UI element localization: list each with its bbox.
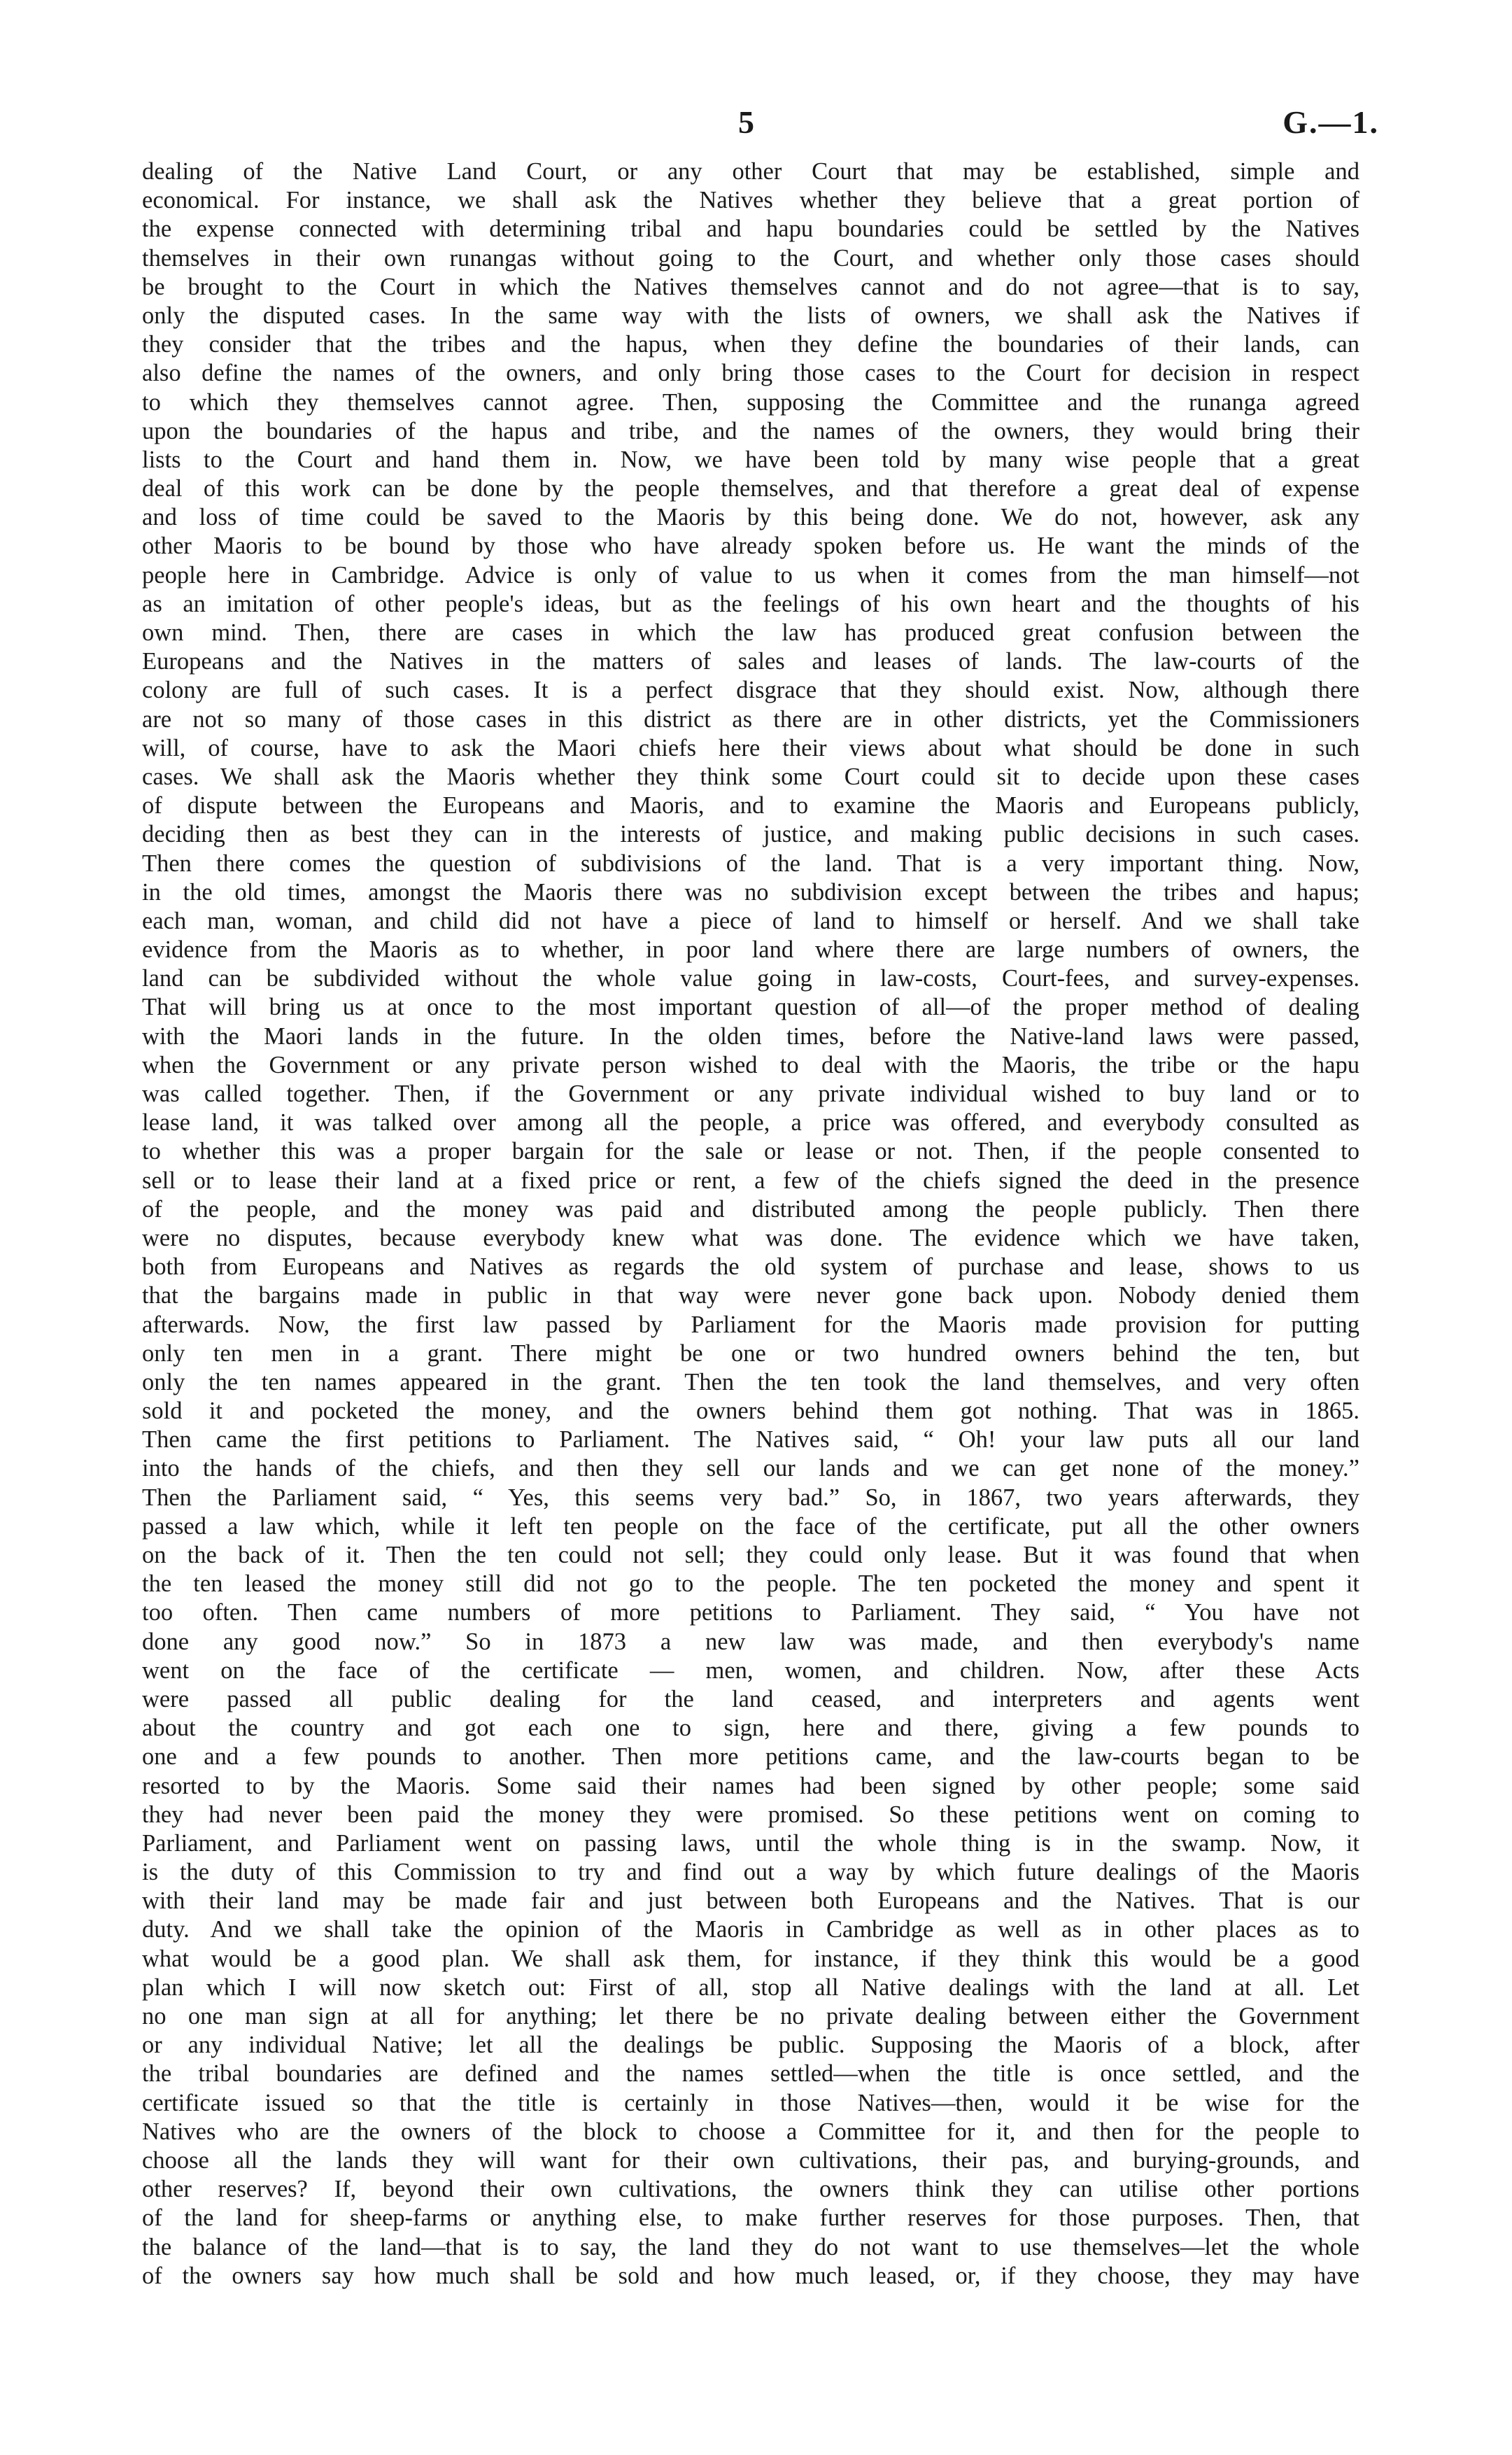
text-line: duty. And we shall take the opinion of the Maoris in Cambridge as well as in other places as to — [142, 1916, 1359, 1943]
text-line: of the people, and the money was paid and distributed among the people publicly. Then there — [142, 1195, 1359, 1223]
text-line: afterwards. Now, the first law passed by Parliament for the Maoris made provision for putting — [142, 1311, 1359, 1338]
text-line: certificate issued so that the title is certainly in those Natives—then, would it be wise for the — [142, 2089, 1359, 2116]
body-text — [142, 157, 1359, 2291]
text-line: themselves in their own runangas without going to the Court, and whether only those cases should — [142, 244, 1359, 272]
text-line: was called together. Then, if the Government or any private individual wished to buy land or to — [142, 1081, 1359, 1107]
text-line: will, of course, have to ask the Maori chiefs here their views about what should be done in such — [142, 734, 1359, 761]
text-line: to which they themselves cannot agree. Then, supposing the Committee and the runanga agreed — [142, 388, 1359, 416]
text-line: Europeans and the Natives in the matters of sales and leases of lands. The law-courts of the — [142, 648, 1359, 675]
text-line: lists to the Court and hand them in. Now, we have been told by many wise people that a great — [142, 446, 1359, 473]
text-line: were passed all public dealing for the land ceased, and interpreters and agents went — [142, 1685, 1359, 1712]
text-line: colony are full of such cases. It is a perfect disgrace that they should exist. Now, although there — [142, 677, 1359, 704]
text-line: the expense connected with determining tribal and hapu boundaries could be settled by the Natives — [142, 216, 1359, 243]
text-line: upon the boundaries of the hapus and tribe, and the names of the owners, they would bring their — [142, 417, 1359, 444]
text-line: with the Maori lands in the future. In the olden times, before the Native-land laws were passed, — [142, 1022, 1359, 1050]
text-line: other Maoris to be bound by those who have already spoken before us. He want the minds of the — [142, 533, 1359, 560]
text-line: or any individual Native; let all the dealings be public. Supposing the Maoris of a block, after — [142, 2032, 1359, 2059]
text-line: deal of this work can be done by the people themselves, and that therefore a great deal of expense — [142, 475, 1359, 502]
text-line: about the country and got each one to sign, here and there, giving a few pounds to — [142, 1715, 1359, 1742]
text-line: plan which I will now sketch out: First of all, stop all Native dealings with the land at all. Let — [142, 1974, 1359, 2001]
text-line: they had never been paid the money they were promised. So these petitions went on coming to — [142, 1801, 1359, 1828]
text-line: were no disputes, because everybody knew what was done. The evidence which we have taken, — [142, 1224, 1359, 1251]
text-line: and loss of time could be saved to the Maoris by this being done. We do not, however, ask any — [142, 504, 1359, 531]
text-line: Natives who are the owners of the block to choose a Committee for it, and then for the people to — [142, 2118, 1359, 2145]
text-line: That will bring us at once to the most important question of all—of the proper method of dealing — [142, 994, 1359, 1021]
text-line: evidence from the Maoris as to whether, in poor land where there are large numbers of owners, the — [142, 936, 1359, 964]
text-line: be brought to the Court in which the Natives themselves cannot and do not agree—that is to say, — [142, 273, 1359, 300]
text-line: to whether this was a proper bargain for the sale or lease or not. Then, if the people consented to — [142, 1138, 1359, 1165]
text-line: each man, woman, and child did not have a piece of land to himself or herself. And we shall take — [142, 907, 1359, 934]
page-number: 5 — [738, 104, 754, 140]
document-reference: G.—1. — [1283, 104, 1379, 140]
text-line: of the owners say how much shall be sold and how much leased, or, if they choose, they may have — [142, 2262, 1359, 2289]
text-line: sell or to lease their land at a fixed price or rent, a few of the chiefs signed the deed in the presence — [142, 1167, 1359, 1194]
text-line: on the back of it. Then the ten could not sell; they could only lease. But it was found that when — [142, 1542, 1359, 1568]
text-line: Then there comes the question of subdivisions of the land. That is a very important thing. Now, — [142, 850, 1359, 877]
text-line: land can be subdivided without the whole value going in law-costs, Court-fees, and survey-expenses. — [142, 965, 1359, 992]
text-line: is the duty of this Commission to try and find out a way by which future dealings of the Maoris — [142, 1859, 1359, 1886]
text-line: too often. Then came numbers of more petitions to Parliament. They said, “ You have not — [142, 1599, 1359, 1626]
text-line: that the bargains made in public in that way were never gone back upon. Nobody denied them — [142, 1282, 1359, 1309]
text-line: the tribal boundaries are defined and the names settled—when the title is once settled, and the — [142, 2060, 1359, 2088]
text-line: only ten men in a grant. There might be one or two hundred owners behind the ten, but — [142, 1339, 1359, 1367]
text-line: only the ten names appeared in the grant. Then the ten took the land themselves, and very often — [142, 1368, 1359, 1395]
text-line: choose all the lands they will want for their own cultivations, their pas, and burying-grounds, and — [142, 2146, 1359, 2174]
text-line: lease land, it was talked over among all the people, a price was offered, and everybody consulted as — [142, 1109, 1359, 1137]
text-line: are not so many of those cases in this district as there are in other districts, yet the Commissioners — [142, 705, 1359, 733]
text-line: only the disputed cases. In the same way with the lists of owners, we shall ask the Natives if — [142, 302, 1359, 329]
text-line: done any good now.” So in 1873 a new law was made, and then everybody's name — [142, 1628, 1359, 1655]
text-line: the balance of the land—that is to say, the land they do not want to use themselves—let the whole — [142, 2233, 1359, 2260]
text-line: Parliament, and Parliament went on passing laws, until the whole thing is in the swamp. Now, it — [142, 1829, 1359, 1857]
text-line: resorted to by the Maoris. Some said their names had been signed by other people; some said — [142, 1772, 1359, 1799]
text-line: as an imitation of other people's ideas, but as the feelings of his own heart and the thoughts of his — [142, 590, 1359, 617]
text-line: no one man sign at all for anything; let there be no private dealing between either the Government — [142, 2003, 1359, 2030]
text-line: of the land for sheep-farms or anything else, to make further reserves for those purposes. Then, that — [142, 2204, 1359, 2232]
text-line: economical. For instance, we shall ask the Natives whether they believe that a great portion of — [142, 187, 1359, 214]
text-line: dealing of the Native Land Court, or any other Court that may be established, simple and — [142, 158, 1359, 185]
page-header — [0, 98, 1512, 147]
text-line: one and a few pounds to another. Then more petitions came, and the law-courts began to be — [142, 1743, 1359, 1771]
text-line: with their land may be made fair and just between both Europeans and the Natives. That is our — [142, 1887, 1359, 1915]
text-line: when the Government or any private person wished to deal with the Maoris, the tribe or the hapu — [142, 1051, 1359, 1078]
text-line: passed a law which, while it left ten people on the face of the certificate, put all the other owners — [142, 1512, 1359, 1540]
text-line: people here in Cambridge. Advice is only of value to us when it comes from the man himself—not — [142, 561, 1359, 589]
text-line: they consider that the tribes and the hapus, when they define the boundaries of their lands, can — [142, 331, 1359, 358]
text-line: the ten leased the money still did not go to the people. The ten pocketed the money and spent it — [142, 1570, 1359, 1598]
text-line: deciding then as best they can in the interests of justice, and making public decisions in such cases. — [142, 821, 1359, 848]
text-line: of dispute between the Europeans and Maoris, and to examine the Maoris and Europeans publicly, — [142, 792, 1359, 819]
text-line: own mind. Then, there are cases in which the law has produced great confusion between the — [142, 619, 1359, 646]
text-line: Then the Parliament said, “ Yes, this seems very bad.” So, in 1867, two years afterwards, they — [142, 1484, 1359, 1511]
text-line: cases. We shall ask the Maoris whether they think some Court could sit to decide upon these cases — [142, 763, 1359, 790]
text-line: into the hands of the chiefs, and then they sell our lands and we can get none of the money.” — [142, 1455, 1359, 1482]
text-line: both from Europeans and Natives as regards the old system of purchase and lease, shows to us — [142, 1253, 1359, 1281]
text-line: other reserves? If, beyond their own cultivations, the owners think they can utilise other portions — [142, 2176, 1359, 2203]
text-line: what would be a good plan. We shall ask them, for instance, if they think this would be a good — [142, 1945, 1359, 1972]
text-line: sold it and pocketed the money, and the owners behind them got nothing. That was in 1865. — [142, 1398, 1359, 1425]
text-line: also define the names of the owners, and only bring those cases to the Court for decision in respect — [142, 360, 1359, 387]
text-line: in the old times, amongst the Maoris there was no subdivision except between the tribes and hapus; — [142, 878, 1359, 906]
text-line: Then came the first petitions to Parliament. The Natives said, “ Oh! your law puts all our land — [142, 1426, 1359, 1454]
text-line: went on the face of the certificate — men, women, and children. Now, after these Acts — [142, 1656, 1359, 1684]
